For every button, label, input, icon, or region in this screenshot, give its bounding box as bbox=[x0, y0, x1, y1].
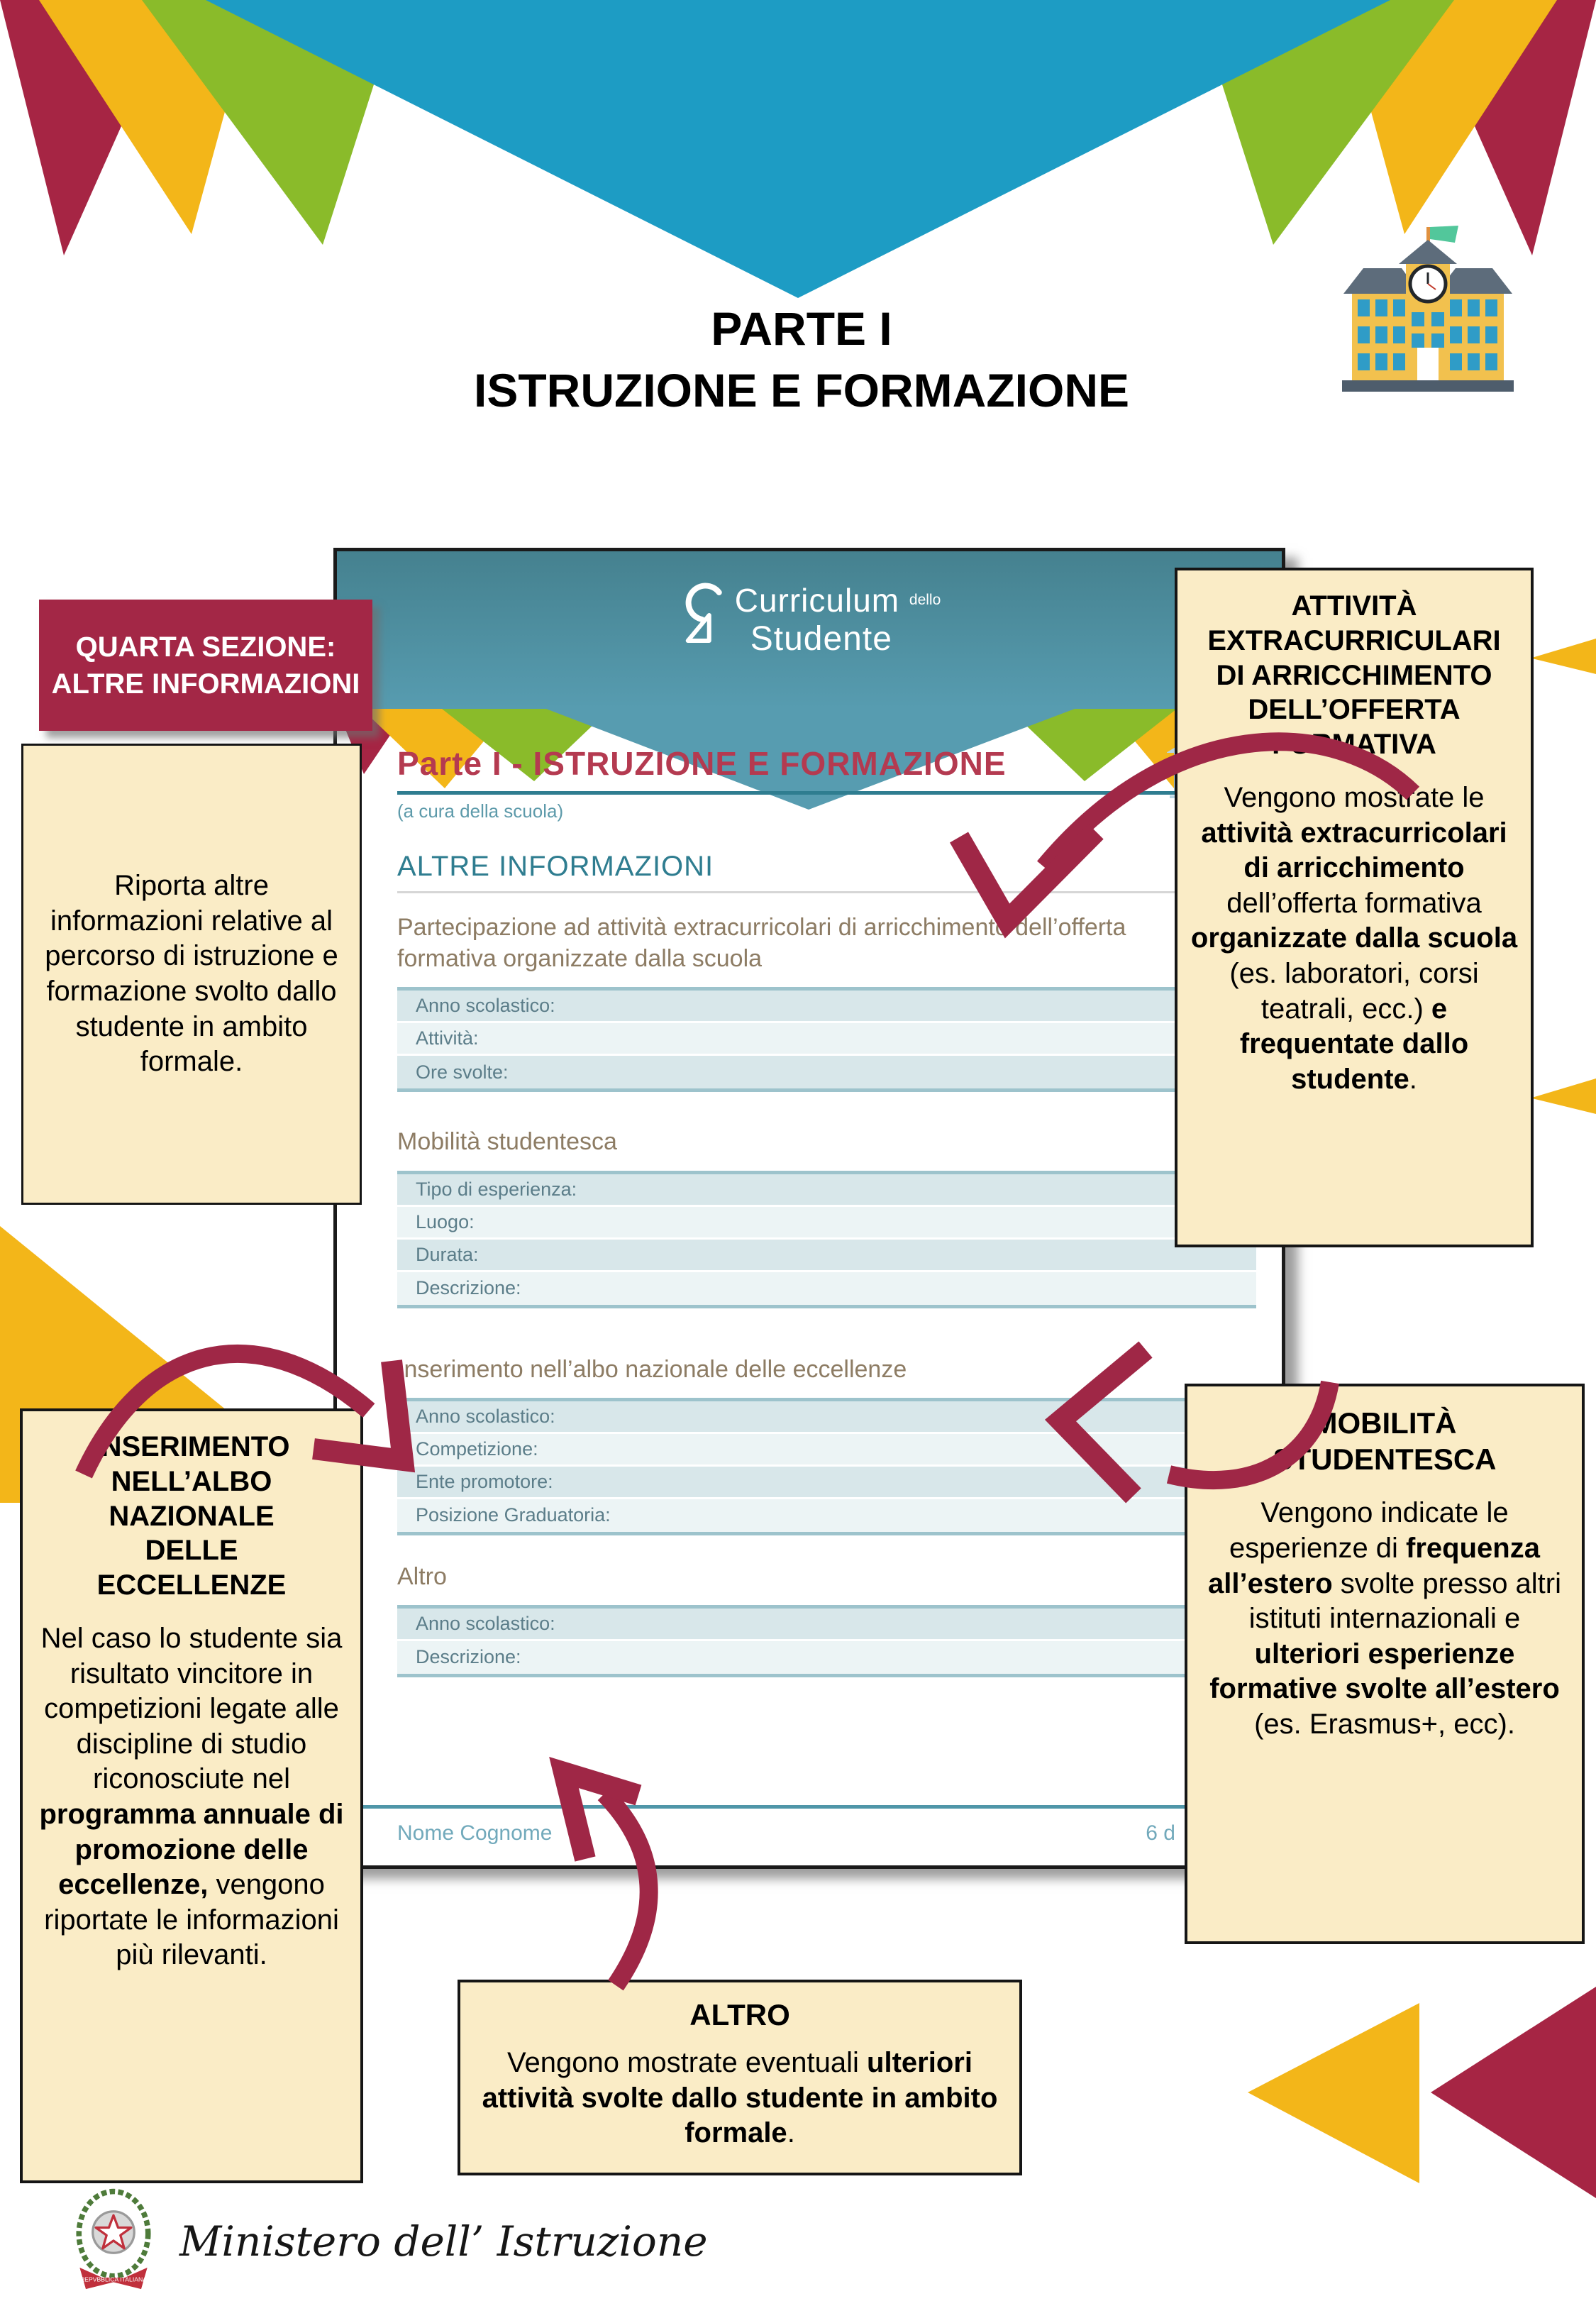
logo-word-curriculum: Curriculum bbox=[734, 582, 900, 619]
callout-riporta-text: Riporta altre informazioni relative al percorso di istruzione e formazione svolto dallo studente in ambito formale. bbox=[45, 870, 338, 1078]
logo-word-studente: Studente bbox=[750, 620, 892, 658]
logo-glyph-icon bbox=[678, 581, 728, 646]
callout-altro bbox=[458, 1980, 1022, 2175]
callout-inserimento-title: INSERIMENTO NELL’ALBO NAZIONALE DELLE ECCELLENZE bbox=[93, 1431, 290, 1601]
callout-attivita-body: Vengono mostrate le attività extracurricolari di arricchimento dell’offerta formativa organizzate dalla scuola (es. laboratori, corsi teatrali, ecc.) e frequentate dallo studente. bbox=[1190, 781, 1518, 1095]
form-body bbox=[337, 709, 1282, 1865]
curriculum-studente-logo bbox=[678, 581, 941, 658]
page-title-line1: PARTE I bbox=[711, 302, 892, 355]
callout-attivita-extracurriculari bbox=[1175, 568, 1534, 1247]
callout-quarta-title: QUARTA SEZIONE: ALTRE INFORMAZIONI bbox=[51, 631, 360, 700]
form-header-band bbox=[337, 551, 1282, 709]
form-group-heading: Inserimento nell’albo nazionale delle eccellenze bbox=[397, 1355, 907, 1383]
form-group-heading: Partecipazione ad attività extracurricolari di arricchimento dell’offerta formativa organizzate dalla scuola bbox=[397, 914, 1126, 973]
footer-rule bbox=[362, 1805, 1256, 1809]
form-field-row: Durata: bbox=[397, 1240, 1256, 1272]
callout-altro-title: ALTRO bbox=[689, 1998, 790, 2031]
form-group-heading: Altro bbox=[397, 1562, 447, 1590]
curriculum-form-screenshot bbox=[333, 548, 1285, 1869]
emblem-ribbon-text: REPVBBLICA ITALIANA bbox=[79, 2275, 148, 2283]
form-field-row: Anno scolastico: bbox=[397, 991, 1256, 1023]
form-fields-table bbox=[397, 987, 1256, 1092]
form-field-row: Luogo: bbox=[397, 1207, 1256, 1240]
form-group-mobilita bbox=[397, 1126, 1260, 1308]
form-fields-table bbox=[397, 1398, 1256, 1535]
form-fields-table bbox=[397, 1605, 1256, 1677]
form-field-row: Ente promotore: bbox=[397, 1467, 1256, 1499]
ministry-name: Ministero dell’ Istruzione bbox=[179, 2217, 708, 2266]
callout-mobilita-studentesca bbox=[1185, 1384, 1585, 1944]
callout-mobilita-body: Vengono indicate le esperienze di frequenza all’estero svolte presso altri istituti internazionali e ulteriori esperienze formative svolte all’estero (es. Erasmus+, ecc). bbox=[1208, 1497, 1561, 1740]
form-group-partecipazione bbox=[397, 912, 1260, 1092]
form-group-heading: Mobilità studentesca bbox=[397, 1128, 617, 1156]
form-field-row: Descrizione: bbox=[397, 1272, 1256, 1305]
callout-altro-body: Vengono mostrate eventuali ulteriori attività svolte dallo studente in ambito formale. bbox=[482, 2047, 998, 2149]
italian-emblem-icon bbox=[67, 2185, 160, 2297]
callout-inserimento-body: Nel caso lo studente sia risultato vincitore in competizioni legate alle discipline di studio riconosciute nel programma annuale di promozione delle eccellenze, vengono riportate le informazioni più rilevanti. bbox=[39, 1622, 344, 1971]
form-field-row: Attività: bbox=[397, 1023, 1256, 1056]
form-part-title: Parte I - ISTRUZIONE E FORMAZIONE bbox=[397, 745, 1007, 782]
form-fields-table bbox=[397, 1171, 1256, 1308]
form-subtitle: (a cura della scuola) bbox=[397, 800, 564, 822]
yellow-wedge-right-top bbox=[1531, 639, 1596, 674]
page-title bbox=[270, 298, 1334, 421]
logo-text bbox=[735, 581, 941, 658]
callout-quarta-sezione bbox=[39, 600, 372, 731]
form-field-row: Ore svolte: bbox=[397, 1056, 1256, 1088]
callout-mobilita-title: MOBILITÀ STUDENTESCA bbox=[1273, 1406, 1497, 1477]
logo-word-dello: dello bbox=[909, 592, 941, 608]
form-field-row: Posizione Graduatoria: bbox=[397, 1499, 1256, 1532]
form-section-title: ALTRE INFORMAZIONI bbox=[397, 851, 1260, 893]
form-field-row: Anno scolastico: bbox=[397, 1609, 1256, 1641]
callout-inserimento-albo bbox=[20, 1408, 363, 2183]
teal-rule bbox=[397, 791, 1256, 795]
form-field-row: Anno scolastico: bbox=[397, 1401, 1256, 1434]
form-field-row: Competizione: bbox=[397, 1434, 1256, 1467]
school-building-icon bbox=[1332, 226, 1524, 410]
callout-riporta bbox=[21, 744, 362, 1205]
page-title-line2: ISTRUZIONE E FORMAZIONE bbox=[474, 364, 1129, 417]
form-group-altro bbox=[397, 1561, 1260, 1677]
yellow-wedge-right-mid bbox=[1531, 1078, 1596, 1114]
footer-student-name: Nome Cognome bbox=[397, 1821, 553, 1845]
form-field-row: Tipo di esperienza: bbox=[397, 1174, 1256, 1207]
footer-page-number: 6 d bbox=[1146, 1821, 1175, 1845]
bottom-right-triangles bbox=[1234, 1980, 1596, 2214]
callout-attivita-title: ATTIVITÀ EXTRACURRICULARI DI ARRICCHIMENTO DELL’OFFERTA FORMATIVA bbox=[1207, 590, 1501, 761]
form-field-row: Descrizione: bbox=[397, 1641, 1256, 1674]
form-group-albo-eccellenze bbox=[397, 1354, 1260, 1535]
ministry-logo bbox=[67, 2185, 708, 2297]
